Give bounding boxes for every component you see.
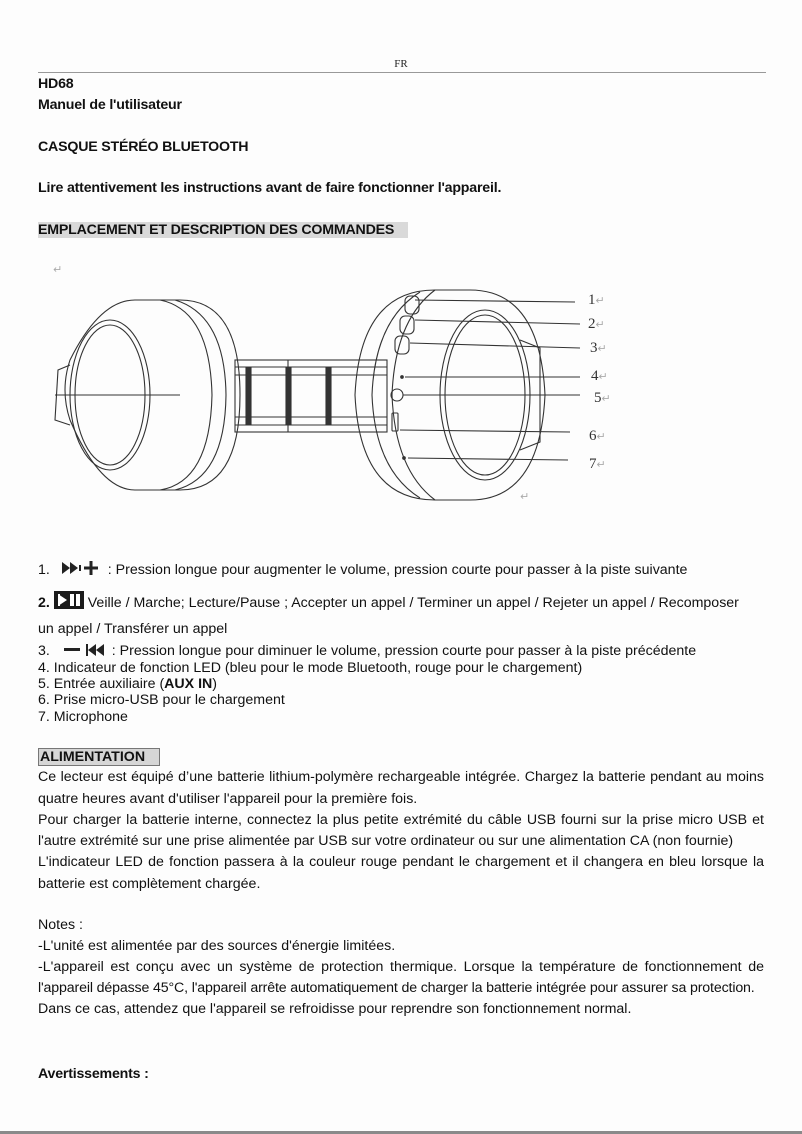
callout-number: 7 <box>589 456 597 472</box>
power-line-4: l'autre extrémité sur une prise alimentée par USB sur votre ordinateur ou sur une alimentation CA (non fournie) <box>38 833 734 849</box>
item-number: 1. <box>38 562 50 578</box>
item-number: 2. <box>38 595 50 611</box>
control-item-5 <box>38 676 217 692</box>
paragraph-mark: ↵ <box>596 431 606 443</box>
callout-1 <box>588 292 605 309</box>
power-line-5: L'indicateur LED de fonction passera à la couleur rouge pendant le chargement et il changera en bleu lorsque la <box>38 854 764 870</box>
power-line-3: Pour charger la batterie interne, connectez la plus petite extrémité du câble USB fourni sur la prise micro USB et <box>38 812 764 828</box>
callout-number: 6 <box>589 428 597 444</box>
control-item-2 <box>38 591 739 613</box>
paragraph-mark: ↵ <box>597 343 607 355</box>
note-line-3: l'appareil dépasse 45°C, l'appareil arrête automatiquement de charger la batterie intégrée pour assurer sa protection. <box>38 980 755 996</box>
next-track-plus-icon <box>62 560 104 580</box>
instruction-text: Lire attentivement les instructions avant de faire fonctionner l'appareil. <box>38 180 502 196</box>
control-item-2-continued: un appel / Transférer un appel <box>38 621 228 637</box>
controls-heading-text: EMPLACEMENT ET DESCRIPTION DES COMMANDES <box>38 222 408 238</box>
item-text: Veille / Marche; Lecture/Pause ; Accepter un appel / Terminer un appel / Rejeter un appel / Recomposer <box>87 595 739 611</box>
item-text: : Pression longue pour augmenter le volume, pression courte pour passer à la piste suivante <box>107 562 688 578</box>
callout-number: 1 <box>588 292 596 308</box>
product-title: CASQUE STÉRÉO BLUETOOTH <box>38 139 249 155</box>
callout-4 <box>591 368 608 385</box>
paragraph-mark: ↵ <box>595 295 605 307</box>
note-line-1: -L'unité est alimentée par des sources d'énergie limitées. <box>38 938 396 954</box>
callout-5 <box>594 390 611 407</box>
item-text: ) <box>212 676 217 692</box>
power-section-heading <box>38 749 160 765</box>
callout-number: 4 <box>591 368 599 384</box>
paragraph-mark: ↵ <box>595 319 605 331</box>
page-language-tag: FR <box>394 58 408 70</box>
item-text: : Pression longue pour diminuer le volume, pression courte pour passer à la piste précédente <box>111 643 697 659</box>
callout-3 <box>590 340 607 357</box>
control-item-7: 7. Microphone <box>38 709 128 725</box>
callout-2 <box>588 316 605 333</box>
controls-section-heading <box>38 222 408 238</box>
note-line-4: Dans ce cas, attendez que l'appareil se refroidisse pour reprendre son fonctionnement normal. <box>38 1001 632 1017</box>
note-line-2: -L'appareil est conçu avec un système de protection thermique. Lorsque la température de fonctionnement de <box>38 959 764 975</box>
manual-title: Manuel de l'utilisateur <box>38 97 182 113</box>
power-line-6: batterie est complètement chargée. <box>38 876 261 892</box>
callout-7 <box>589 456 606 473</box>
model-title: HD68 <box>38 76 74 92</box>
power-line-1: Ce lecteur est équipé d’une batterie lithium-polymère rechargeable intégrée. Chargez la batterie pendant au moins <box>38 769 764 785</box>
callout-number: 5 <box>594 390 602 406</box>
power-line-2: quatre heures avant d'utiliser l'appareil pour la première fois. <box>38 791 418 807</box>
aux-in-label: AUX IN <box>164 676 213 692</box>
svg-text:↵: ↵ <box>520 490 530 503</box>
notes-heading: Notes : <box>38 917 83 933</box>
callout-number: 3 <box>590 340 598 356</box>
svg-text:↵: ↵ <box>53 263 63 276</box>
headphones-diagram <box>40 260 620 520</box>
control-item-4: 4. Indicateur de fonction LED (bleu pour le mode Bluetooth, rouge pour le chargement) <box>38 660 583 676</box>
control-item-3 <box>38 643 696 661</box>
power-heading-text: ALIMENTATION <box>38 748 160 766</box>
paragraph-mark: ↵ <box>598 371 608 383</box>
paragraph-mark: ↵ <box>596 459 606 471</box>
paragraph-mark: ↵ <box>601 393 611 405</box>
control-item-6: 6. Prise micro-USB pour le chargement <box>38 692 285 708</box>
header-rule <box>38 72 766 73</box>
item-text: 5. Entrée auxiliaire ( <box>38 676 165 692</box>
control-item-1 <box>38 560 687 580</box>
minus-previous-track-icon <box>64 643 108 661</box>
headphones-illustration <box>40 260 620 520</box>
callout-6 <box>589 428 606 445</box>
play-pause-icon <box>54 591 84 613</box>
item-number: 3. <box>38 643 50 659</box>
warnings-heading: Avertissements : <box>38 1066 149 1082</box>
callout-number: 2 <box>588 316 596 332</box>
